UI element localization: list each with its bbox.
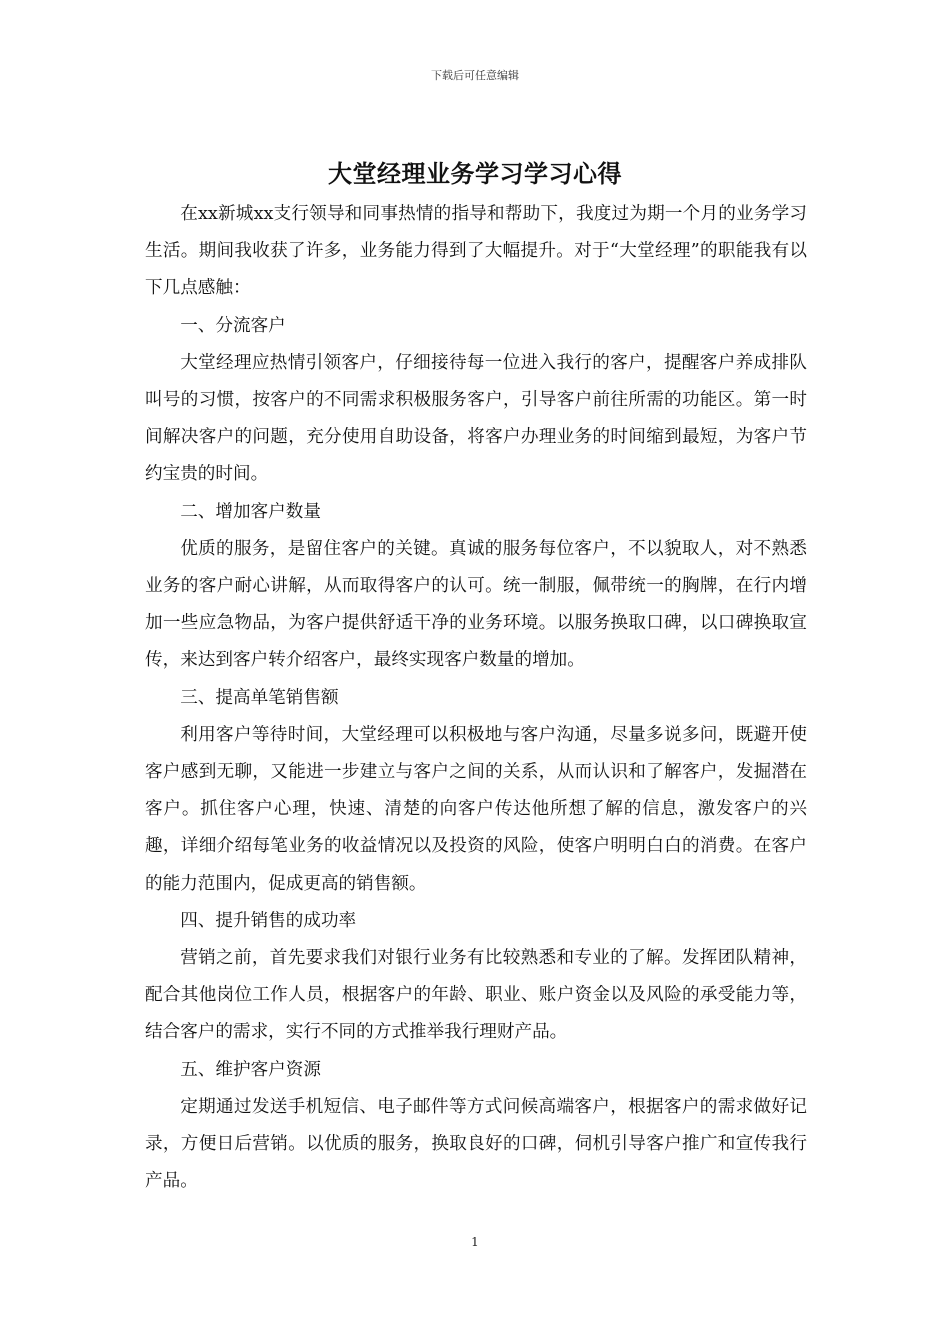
section-body-3: 利用客户等待时间，大堂经理可以积极地与客户沟通，尽量多说多问，既避开使客户感到无聊，又能进一步建立与客户之间的关系，从而认识和了解客户，发掘潜在客户。抓住客户心理，快速、清楚的向客户传达他所想了解的信息，激发客户的兴趣，详细介绍每笔业务的收益情况以及投资的风险，使客户明明白白的消费。在客户的能力范围内，促成更高的销售额。 <box>145 724 807 894</box>
intro-paragraph: 在xx新城xx支行领导和同事热情的指导和帮助下，我度过为期一个月的业务学习生活。期间我收获了许多，业务能力得到了大幅提升。对于“大堂经理”的职能我有以下几点感触： <box>145 204 807 299</box>
section-body-2: 优质的服务，是留住客户的关键。真诚的服务每位客户，不以貌取人，对不熟悉业务的客户耐心讲解，从而取得客户的认可。统一制服，佩带统一的胸牌，在行内增加一些应急物品，为客户提供舒适干净的业务环境。以服务换取口碑，以口碑换取宣传，来达到客户转介绍客户，最终实现客户数量的增加。 <box>145 538 807 671</box>
document-title: 大堂经理业务学习学习心得 <box>328 159 622 188</box>
document-body <box>145 196 807 1200</box>
section-body-1: 大堂经理应热情引领客户，仔细接待每一位进入我行的客户，提醒客户养成排队叫号的习惯，按客户的不同需求积极服务客户，引导客户前往所需的功能区。第一时间解决客户的问题，充分使用自助设备，将客户办理业务的时间缩到最短，为客户节约宝贵的时间。 <box>145 352 807 485</box>
page-number: 1 <box>471 1235 479 1249</box>
section-body-5: 定期通过发送手机短信、电子邮件等方式问候高端客户，根据客户的需求做好记录，方便日后营销。以优质的服务，换取良好的口碑，伺机引导客户推广和宣传我行产品。 <box>145 1096 807 1192</box>
section-heading-4: 四、提升销售的成功率 <box>180 910 357 931</box>
section-heading-3: 三、提高单笔销售额 <box>180 687 339 708</box>
section-heading-5: 五、维护客户资源 <box>180 1059 321 1080</box>
header-note: 下载后可任意编辑 <box>431 69 519 82</box>
section-heading-1: 一、分流客户 <box>180 315 286 336</box>
section-body-4: 营销之前，首先要求我们对银行业务有比较熟悉和专业的了解。发挥团队精神，配合其他岗位工作人员，根据客户的年龄、职业、账户资金以及风险的承受能力等，结合客户的需求，实行不同的方式推举我行理财产品。 <box>145 948 807 1043</box>
section-heading-2: 二、增加客户数量 <box>180 501 321 522</box>
